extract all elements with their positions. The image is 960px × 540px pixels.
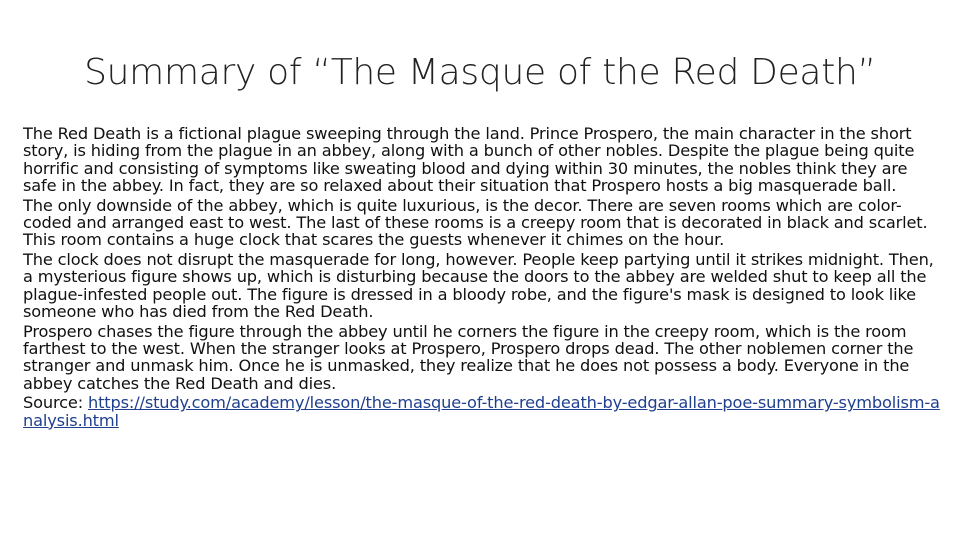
source-line <box>23 394 943 429</box>
summary-paragraph-1: The Red Death is a fictional plague sweeping through the land. Prince Prospero, the main character in the short story, is hiding from the plague in an abbey, along with a bunch of other nobles. Despite the plague being quite horrific and consisting of symptoms like sweating blood and dying within 30 minutes, the nobles think they are safe in the abbey. In fact, they are so relaxed about their situation that Prospero hosts a big masquerade ball. <box>23 124 915 195</box>
source-link[interactable]: https://study.com/academy/lesson/the-masque-of-the-red-death-by-edgar-allan-poe-summary-symbolism-analysis.html <box>23 393 940 430</box>
summary-paragraph-4: Prospero chases the figure through the abbey until he corners the figure in the creepy room, which is the room farthest to the west. When the stranger looks at Prospero, Prospero drops dead. The other noblemen corner the stranger and unmask him. Once he is unmasked, they realize that he does not possess a body. Everyone in the abbey catches the Red Death and dies. <box>23 321 914 393</box>
summary-paragraph-2: The only downside of the abbey, which is quite luxurious, is the decor. There are seven rooms which are color-coded and arranged east to west. The last of these rooms is a creepy room that is decorated in black and scarlet. This room contains a huge clock that scares the guests whenever it chimes on the hour. <box>23 195 928 250</box>
summary-paragraph-3: The clock does not disrupt the masquerade for long, however. People keep partying until it strikes midnight. Then, a mysterious figure shows up, which is disturbing because the doors to the abbey are welded shut to keep all the plague-infested people out. The figure is dressed in a bloody robe, and the figure's mask is designed to look like someone who has died from the Red Death. <box>23 250 934 321</box>
slide-title: Summary of “The Masque of the Red Death” <box>84 52 876 93</box>
summary-body <box>23 125 943 432</box>
source-label: Source: <box>23 393 88 413</box>
